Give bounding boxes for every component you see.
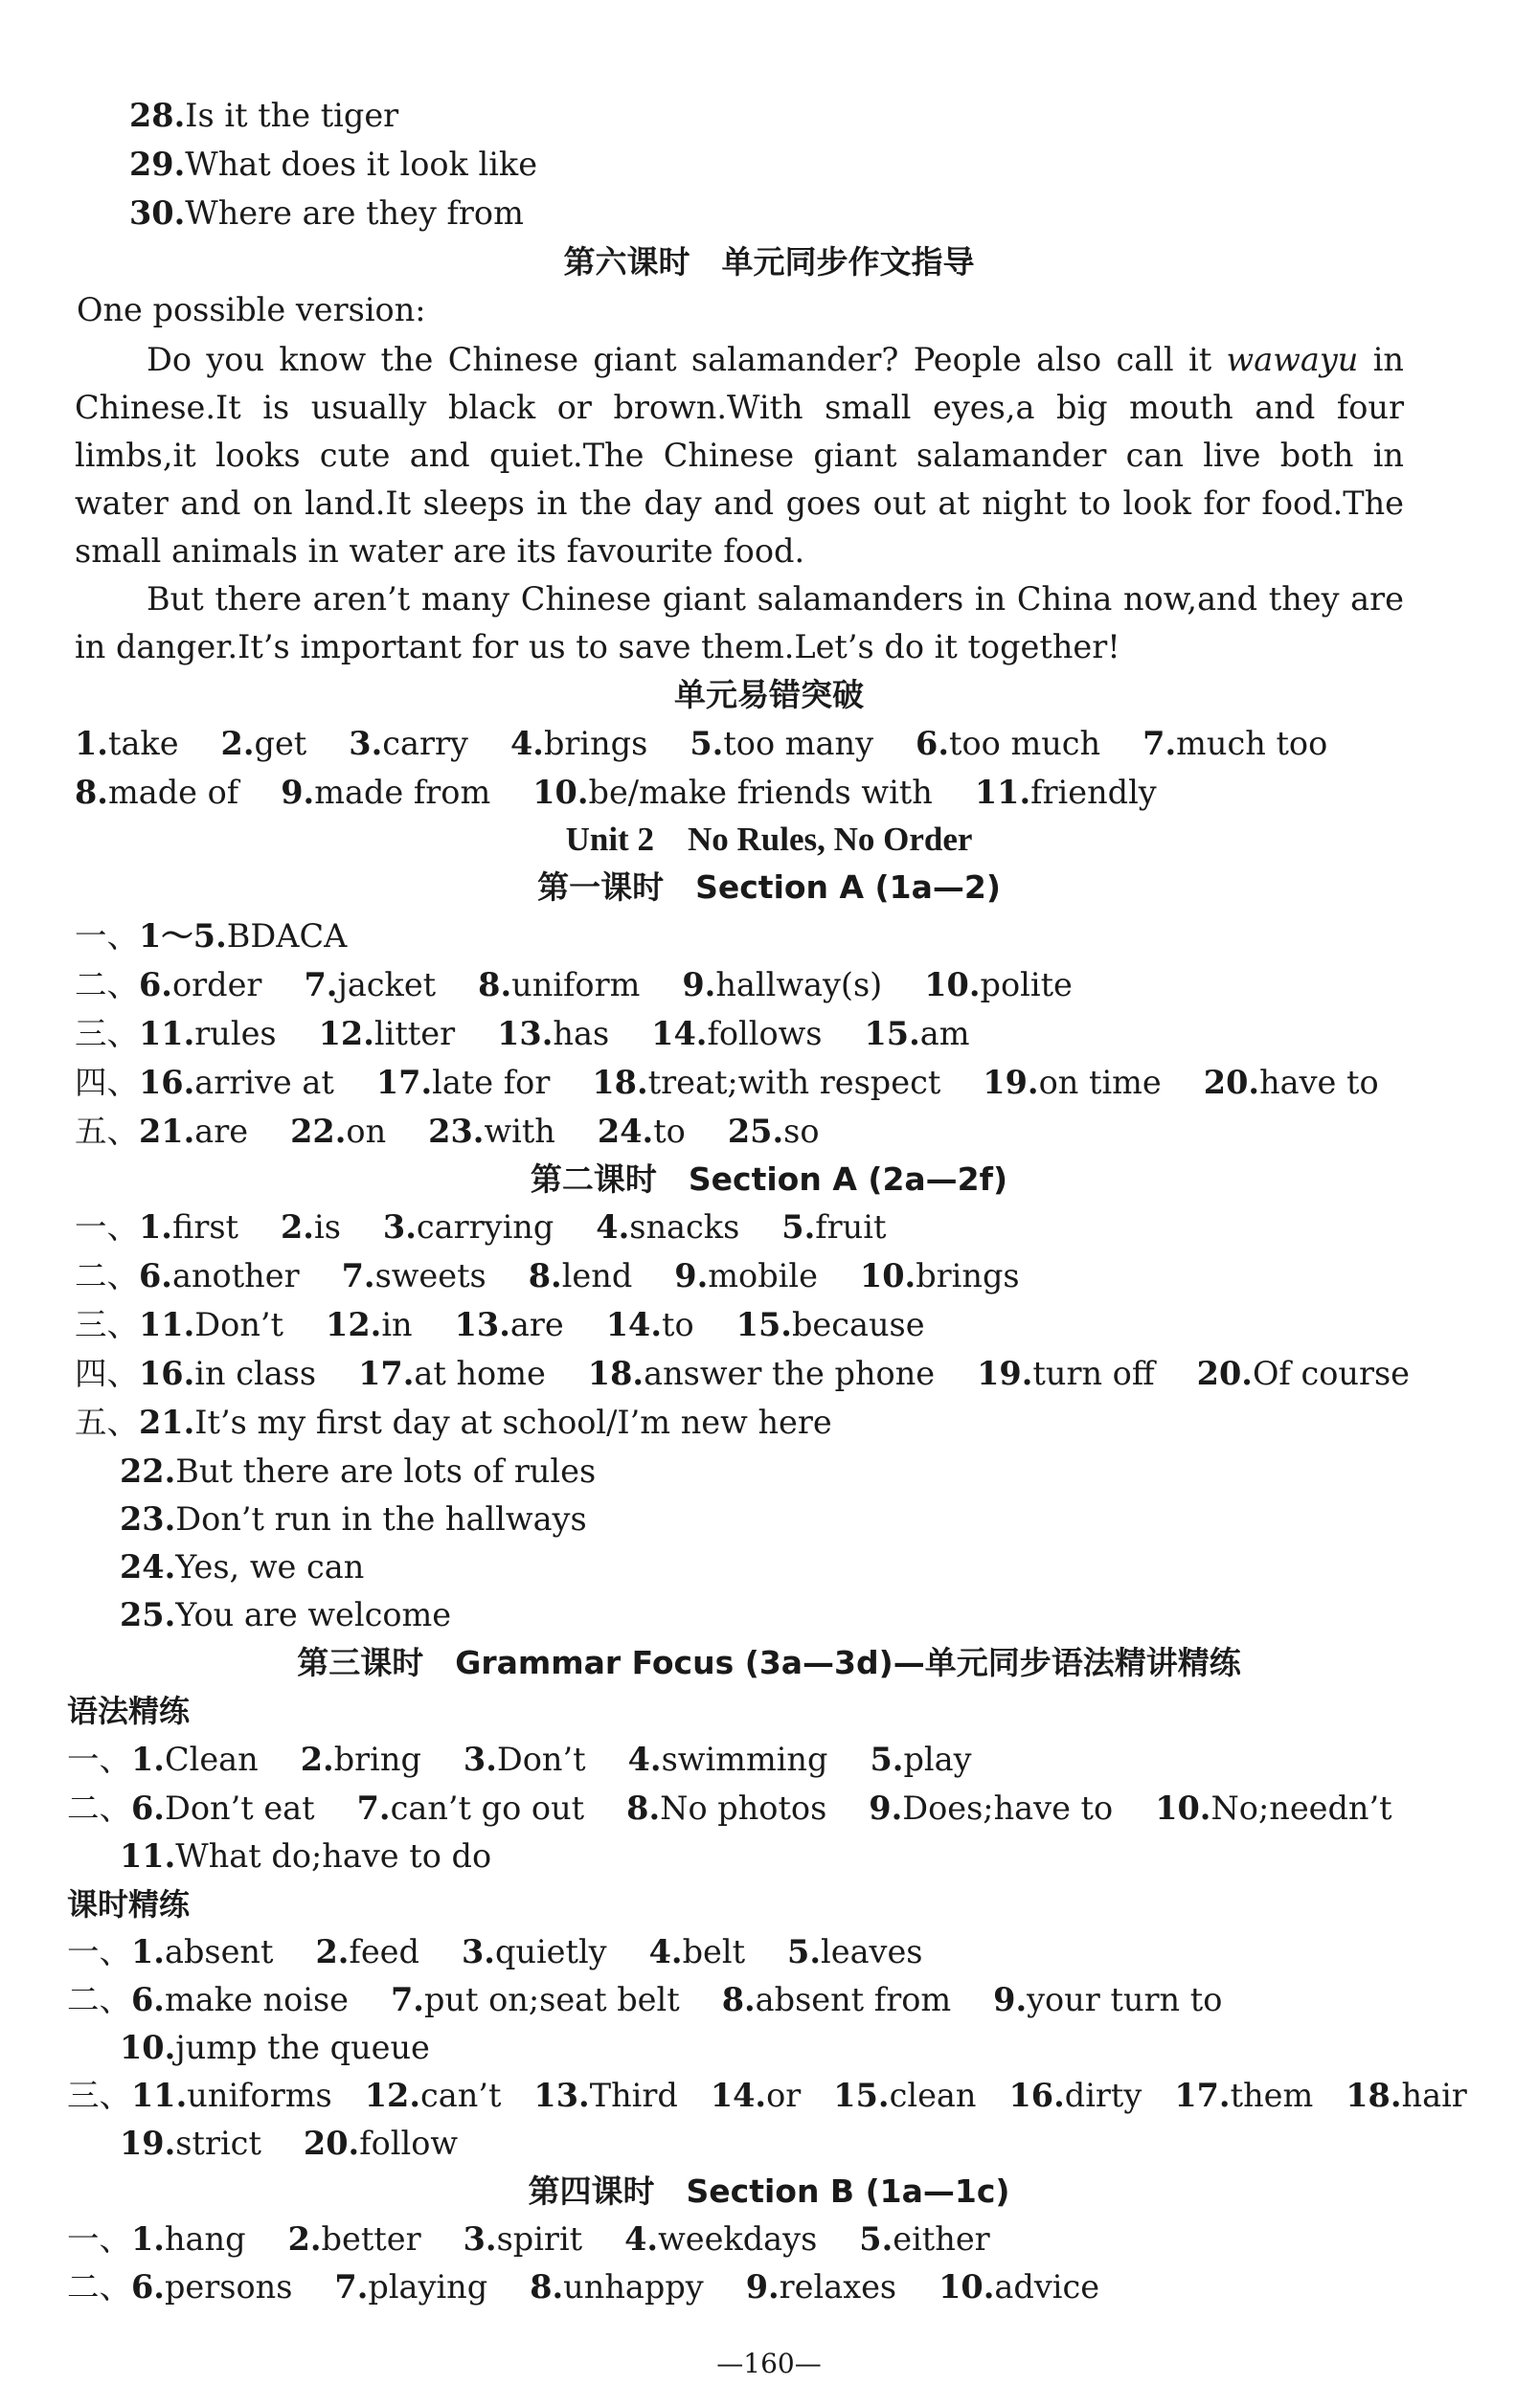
answer-item: 8.made of [75, 774, 239, 811]
answer-item: 12.in [326, 1306, 413, 1343]
answer-line: 25.You are welcome [120, 1596, 452, 1633]
answer-item: 17.at home [358, 1355, 546, 1392]
answer-item: 18.treat;with respect [592, 1064, 941, 1101]
answer-line: 11.What do;have to do [120, 1837, 492, 1875]
answer-item: 4.snacks [596, 1208, 740, 1246]
answer-line [75, 722, 1327, 766]
answer-item: 25.so [727, 1113, 820, 1150]
answer-item: 14.to [605, 1306, 694, 1343]
essay-paragraph: But there aren’t many Chinese giant salamanders in China now,and they are in danger.It’s important for us to save them.Let’s do it together! [75, 580, 1404, 665]
answer-item: 12.litter [318, 1015, 456, 1052]
answer-item: 14.follows [651, 1015, 823, 1052]
answer-item: 6.too much [916, 725, 1101, 762]
answer-item: 7.can’t go out [356, 1789, 585, 1827]
answer-item: 7.sweets [341, 1257, 486, 1294]
answer-line [120, 2122, 458, 2166]
answer-item: 2.feed [315, 1933, 419, 1970]
answer-item: 3.quietly [461, 1933, 607, 1970]
answer-item: 2.better [287, 2220, 421, 2258]
answer-item: 16.in class [139, 1355, 317, 1392]
answer-item: 9.relaxes [745, 2268, 897, 2306]
answer-item: 22.on [290, 1113, 387, 1150]
answer-item: 16.dirty [1008, 2077, 1142, 2114]
answer-item: 8.lend [528, 1257, 633, 1294]
answer-line: 一、1～5.BDACA [75, 917, 348, 955]
answer-line: 二、6.make noise 7.put on;seat belt 8.absent from 9.your turn to [67, 1981, 1223, 2018]
answer-item: 15.because [735, 1306, 925, 1343]
answer-item: 2.get [220, 725, 307, 762]
answer-item: 6.another [139, 1257, 300, 1294]
answer-item: 1.take [75, 725, 179, 762]
answer-item: 4.weekdays [624, 2220, 818, 2258]
answer-line: 10.jump the queue [120, 2029, 430, 2066]
section-heading: 第二课时 Section A (2a—2f) [530, 1160, 1008, 1198]
answer-item: 19.on time [983, 1064, 1162, 1101]
answer-item: 19.turn off [977, 1355, 1155, 1392]
answer-line: 二、6.order 7.jacket 8.uniform 9.hallway(s) 10.polite [75, 966, 1073, 1003]
answer-item: 5.leaves [787, 1933, 923, 1970]
answer-item: 9.hallway(s) [682, 966, 883, 1003]
answer-item: 18.answer the phone [587, 1355, 936, 1392]
answer-line: 五、21.It’s my first day at school/I’m new here [75, 1404, 832, 1441]
answer-item: 3.Don’t [463, 1741, 586, 1778]
answer-item: 4.brings [509, 725, 648, 762]
answer-item: 2.bring [300, 1741, 421, 1778]
answer-item: 11.friendly [974, 774, 1157, 811]
answer-item: 1.absent [131, 1933, 274, 1970]
answer-line: 二、6.persons 7.playing 8.unhappy 9.relaxes 10.advice [67, 2268, 1100, 2306]
answer-item: 12.can’t [364, 2077, 502, 2114]
answer-item: 6.Don’t eat [131, 1789, 315, 1827]
answer-item: 5.play [870, 1741, 972, 1778]
answer-item: 3.spirit [463, 2220, 583, 2258]
answer-item: 13.Third [533, 2077, 678, 2114]
answer-line: 五、21.are 22.on 23.with 24.to 25.so [75, 1113, 820, 1150]
answer-line: 30.Where are they from [129, 194, 524, 232]
answer-item: 10.polite [924, 966, 1073, 1003]
answer-item: 13.are [454, 1306, 564, 1343]
answer-line: 22.But there are lots of rules [120, 1452, 597, 1490]
answer-item: 13.has [497, 1015, 610, 1052]
answer-line: 一、1.Clean 2.bring 3.Don’t 4.swimming 5.play [67, 1741, 972, 1778]
answer-item: 6.persons [131, 2268, 293, 2306]
answer-item: 11.rules [139, 1015, 277, 1052]
answer-item: 5.either [859, 2220, 990, 2258]
answer-line: 四、16.in class 17.at home 18.answer the phone 19.turn off 20.Of course [75, 1355, 1411, 1392]
answer-item: 9.made from [281, 774, 491, 811]
answer-item: 10.advice [939, 2268, 1100, 2306]
answer-line: 24.Yes, we can [120, 1548, 365, 1586]
answer-item: 20.Of course [1196, 1355, 1411, 1392]
answer-item: 9.your turn to [993, 1981, 1223, 2018]
answer-item: 16.arrive at [139, 1064, 334, 1101]
answer-item: 4.swimming [627, 1741, 828, 1778]
answer-line: 23.Don’t run in the hallways [120, 1500, 587, 1538]
answer-item: 7.much too [1142, 725, 1328, 762]
answer-item: 9.Does;have to [869, 1789, 1114, 1827]
answer-item: 8.absent from [721, 1981, 952, 2018]
answer-line: 三、11.Don’t 12.in 13.are 14.to 15.because [75, 1306, 925, 1343]
answer-item: 1.first [139, 1208, 238, 1246]
answer-item: 18.hair [1346, 2077, 1467, 2114]
answer-line: 四、16.arrive at 17.late for 18.treat;with respect 19.on time 20.have to [75, 1064, 1379, 1101]
answer-item: 7.playing [334, 2268, 488, 2306]
answer-line: 29.What does it look like [129, 146, 538, 183]
answer-item: 3.carrying [382, 1208, 554, 1246]
answer-item: 1～5.BDACA [139, 917, 348, 955]
answer-item: 15.clean [833, 2077, 977, 2114]
answer-item: 5.fruit [781, 1208, 887, 1246]
section-heading: 第三课时 Grammar Focus (3a—3d)—单元同步语法精讲精练 [297, 1644, 1241, 1681]
answer-item: 10.brings [859, 1257, 1020, 1294]
answer-line: 三、11.uniforms 12.can’t 13.Third 14.or 15.clean 16.dirty 17.them 18.hair [67, 2077, 1467, 2114]
answer-item: 4.belt [648, 1933, 746, 1970]
answer-line: 一、1.first 2.is 3.carrying 4.snacks 5.fruit [75, 1208, 887, 1246]
answer-line [75, 771, 1157, 815]
answer-item: 1.Clean [131, 1741, 259, 1778]
answer-item: 8.uniform [478, 966, 641, 1003]
answer-item: 15.am [864, 1015, 970, 1052]
answer-item: 20.have to [1203, 1064, 1379, 1101]
answer-item: 8.No photos [626, 1789, 827, 1827]
answer-item: 17.late for [375, 1064, 551, 1101]
answer-item: 8.unhappy [530, 2268, 704, 2306]
answer-item: 2.is [281, 1208, 341, 1246]
answer-line: 二、6.Don’t eat 7.can’t go out 8.No photos 9.Does;have to 10.No;needn’t [67, 1789, 1392, 1827]
answer-item: 11.Don’t [139, 1306, 284, 1343]
answer-item: 20.follow [303, 2125, 459, 2162]
subsection-heading: 课时精练 [67, 1886, 191, 1923]
subsection-heading: 语法精练 [67, 1693, 191, 1729]
unit-title: Unit 2 No Rules, No Order [565, 821, 973, 858]
answer-item: 3.carry [349, 725, 468, 762]
answer-item: 7.put on;seat belt [390, 1981, 680, 2018]
page-number: —160— [716, 2348, 822, 2379]
answer-item: 10.No;needn’t [1155, 1789, 1392, 1827]
answer-item: 24.to [597, 1113, 686, 1150]
answer-item: 6.make noise [131, 1981, 349, 2018]
section-heading: 单元易错突破 [674, 676, 864, 713]
answer-item: 23.with [428, 1113, 555, 1150]
answer-line: 一、1.absent 2.feed 3.quietly 4.belt 5.leaves [67, 1933, 923, 1970]
answer-line: 28.Is it the tiger [129, 97, 399, 134]
answer-line: 二、6.another 7.sweets 8.lend 9.mobile 10.brings [75, 1257, 1020, 1294]
answer-item: 21.are [139, 1113, 249, 1150]
answer-line: 三、11.rules 12.litter 13.has 14.follows 15.am [75, 1015, 970, 1052]
answer-item: 17.them [1174, 2077, 1314, 2114]
answer-item: 14.or [710, 2077, 802, 2114]
answer-item: 21.It’s my first day at school/I’m new here [139, 1404, 832, 1441]
essay-paragraph: Do you know the Chinese giant salamander? People also call it wawayu in Chinese.It is usually black or brown.With small eyes,a big mouth and four limbs,it looks cute and quiet.The Chinese giant salamander can live both in water and on land.It sleeps in the day and goes out at night to look for food.The small animals in water are its favourite food. [75, 341, 1404, 570]
answer-item: 1.hang [131, 2220, 246, 2258]
answer-item: 5.too many [690, 725, 874, 762]
answer-item: 6.order [139, 966, 262, 1003]
section-heading: 第六课时 单元同步作文指导 [563, 243, 975, 281]
essay-intro: One possible version: [77, 291, 426, 328]
answer-item: 11.uniforms [131, 2077, 332, 2114]
section-heading: 第四课时 Section B (1a—1c) [528, 2172, 1010, 2210]
answer-item: 19.strict [120, 2125, 261, 2162]
answer-item: 10.be/make friends with [532, 774, 933, 811]
answer-item: 7.jacket [304, 966, 437, 1003]
answer-item: 9.mobile [674, 1257, 818, 1294]
answer-line: 一、1.hang 2.better 3.spirit 4.weekdays 5.either [67, 2220, 990, 2258]
section-heading: 第一课时 Section A (1a—2) [537, 868, 1001, 906]
